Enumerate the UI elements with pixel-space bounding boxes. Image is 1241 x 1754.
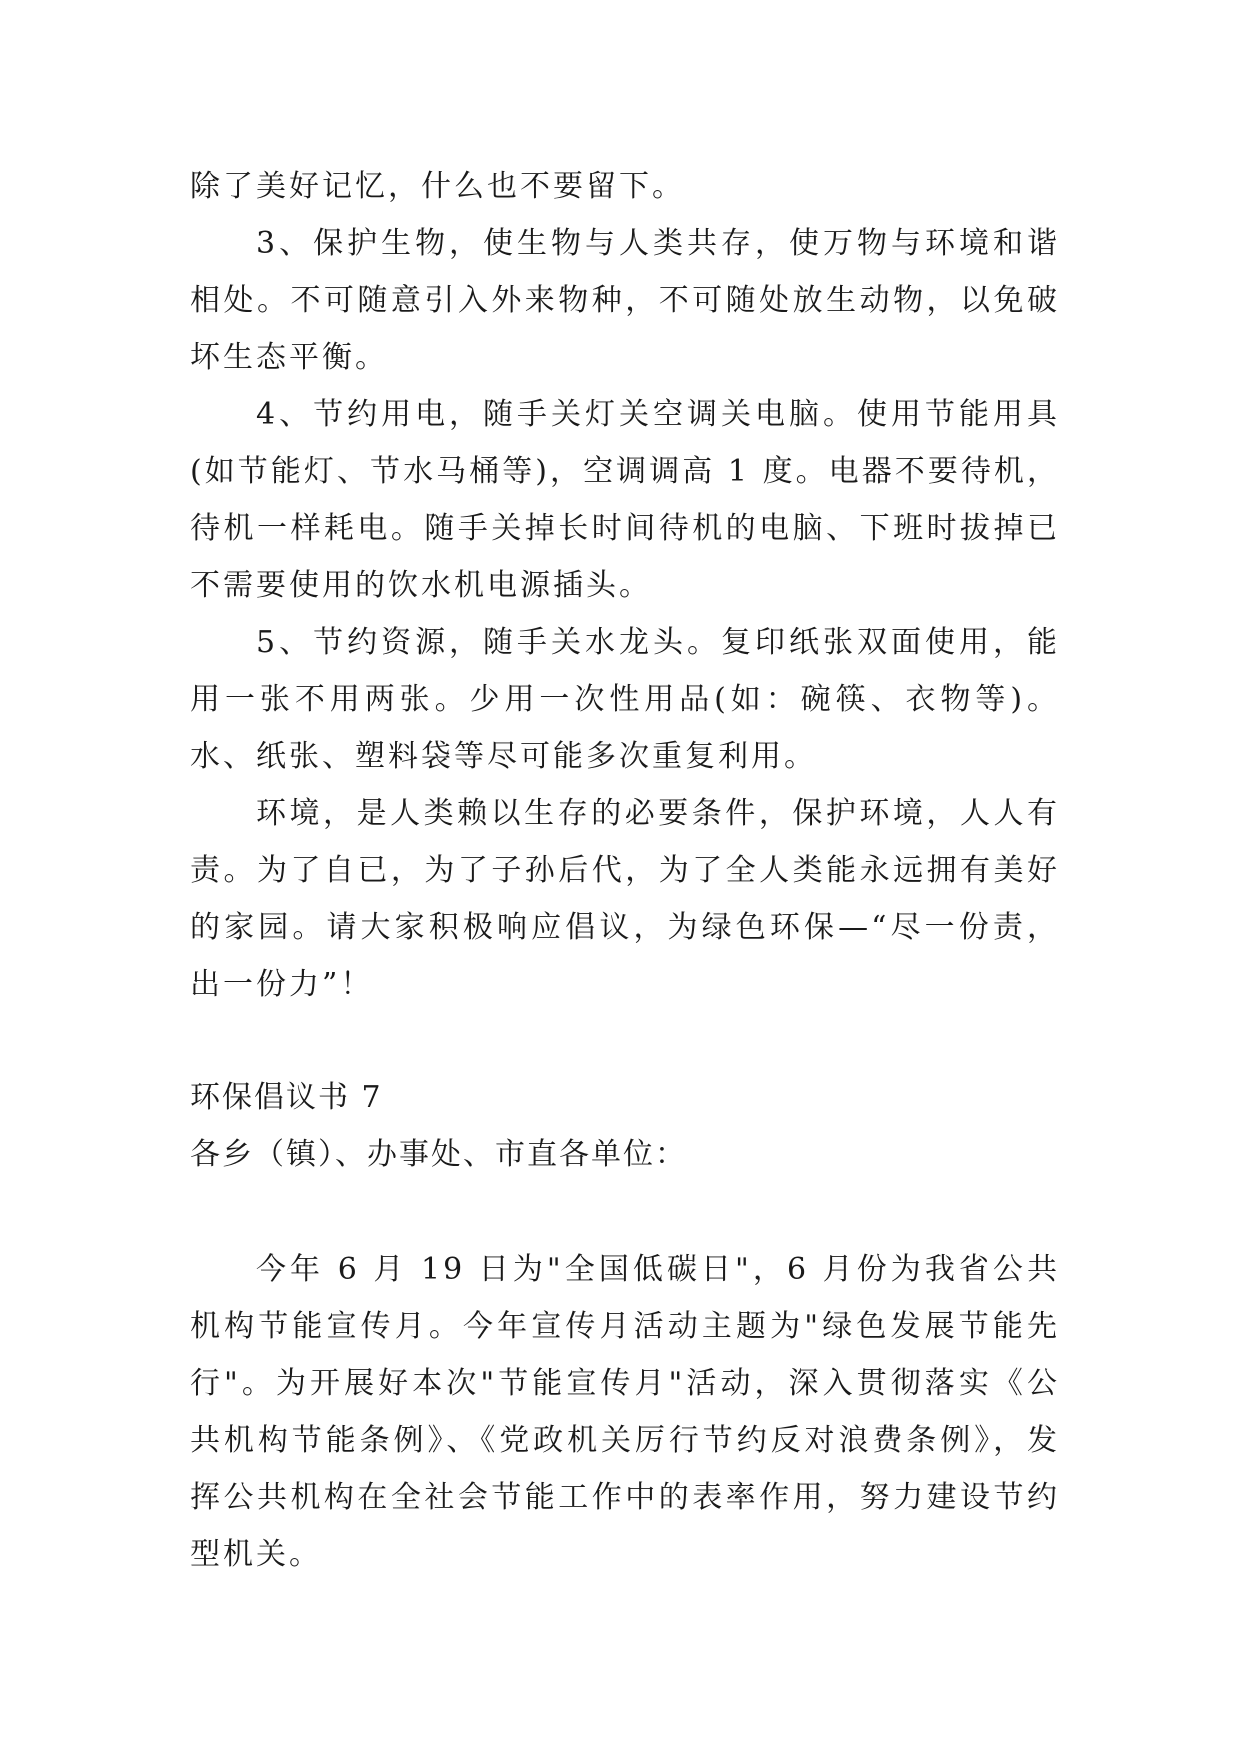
spacer <box>190 1183 1060 1241</box>
spacer <box>190 1013 1060 1069</box>
paragraph-item-5: 5、节约资源，随手关水龙头。复印纸张双面使用，能用一张不用两张。少用一次性用品(如：碗筷、衣物等)。水、纸张、塑料袋等尽可能多次重复利用。 <box>190 625 1060 774</box>
paragraph-item-3: 3、保护生物，使生物与人类共存，使万物与环境和谐相处。不可随意引入外来物种，不可随处放生动物，以免破坏生态平衡。 <box>190 226 1060 375</box>
document-body <box>190 158 1060 1583</box>
paragraph-continuation: 除了美好记忆，什么也不要留下。 <box>190 169 685 204</box>
paragraph-closing: 环境，是人类赖以生存的必要条件，保护环境，人人有责。为了自已，为了子孙后代，为了全人类能永远拥有美好的家园。请大家积极响应倡议，为绿色环保—“尽一份责，出一份力”！ <box>190 796 1060 1002</box>
body-paragraph: 今年 6 月 19 日为"全国低碳日"，6 月份为我省公共机构节能宣传月。今年宣传月活动主题为"绿色发展节能先行"。为开展好本次"节能宣传月"活动，深入贯彻落实《公共机构节能条例》、《党政机关厉行节约反对浪费条例》，发挥公共机构在全社会节能工作中的表率作用，努力建设节约型机关。 <box>190 1252 1060 1572</box>
salutation: 各乡（镇）、办事处、市直各单位： <box>190 1137 687 1172</box>
section-title: 环保倡议书 7 <box>190 1080 383 1115</box>
paragraph-item-4: 4、节约用电，随手关灯关空调关电脑。使用节能用具(如节能灯、节水马桶等)，空调调高 1 度。电器不要待机，待机一样耗电。随手关掉长时间待机的电脑、下班时拔掉已不需要使用的饮水机电源插头。 <box>190 397 1060 603</box>
